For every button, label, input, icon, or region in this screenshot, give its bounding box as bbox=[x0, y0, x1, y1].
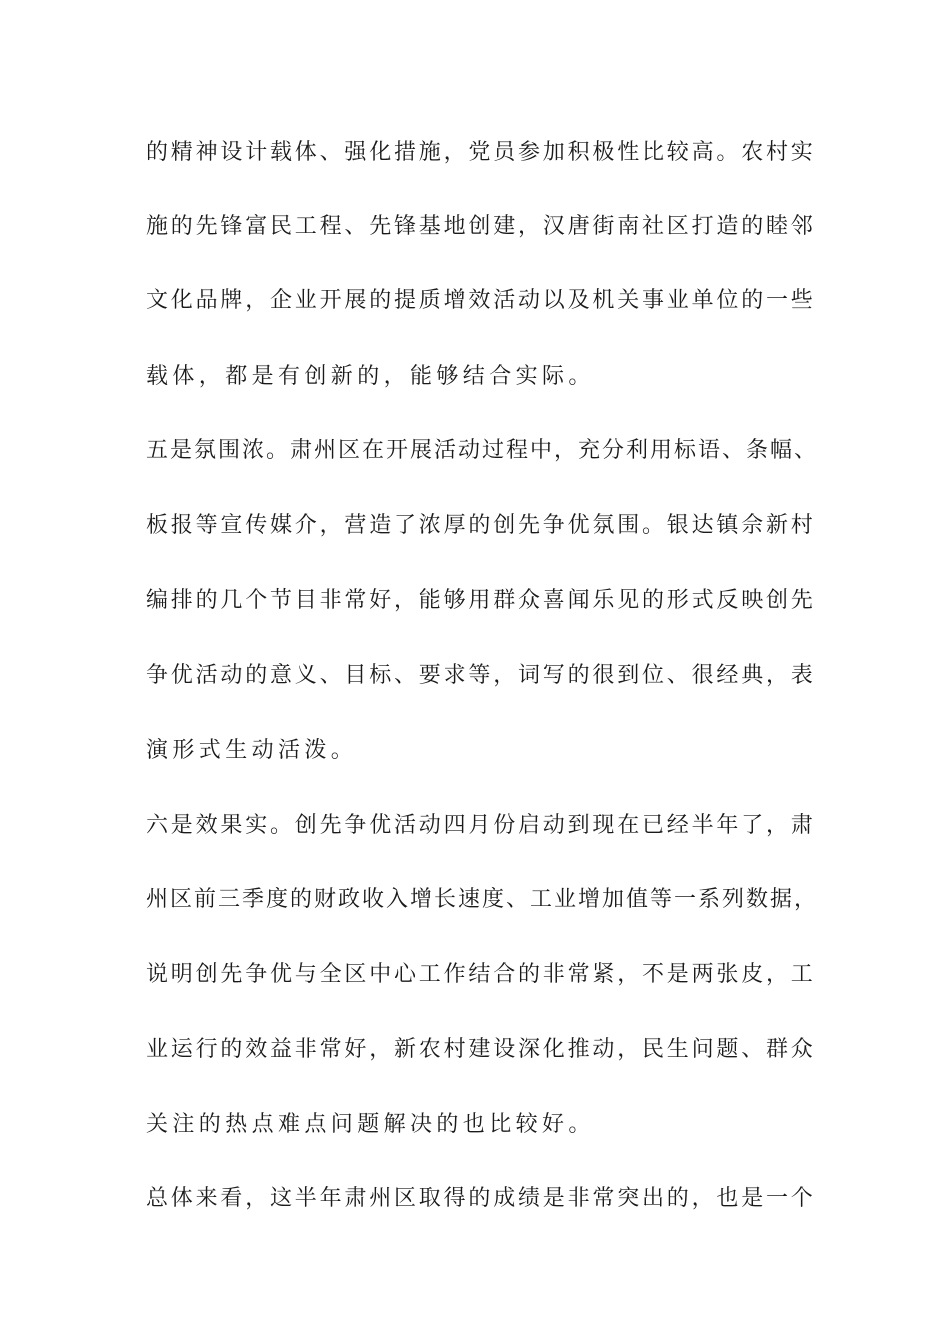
text-line: 说明创先争优与全区中心工作结合的非常紧，不是两张皮，工 bbox=[146, 962, 816, 987]
paragraph-heading-line: 六是效果实。创先争优活动四月份启动到现在已经半年了，肃 bbox=[146, 813, 816, 838]
text-line: 演形式生动活泼。 bbox=[146, 738, 358, 763]
text-line: 施的先锋富民工程、先锋基地创建，汉唐街南社区打造的睦邻 bbox=[146, 214, 816, 239]
text-line: 业运行的效益非常好，新农村建设深化推动，民生问题、群众 bbox=[146, 1037, 816, 1062]
text-line: 文化品牌，企业开展的提质增效活动以及机关事业单位的一些 bbox=[146, 288, 816, 313]
paragraph-heading-line: 五是氛围浓。肃州区在开展活动过程中，充分利用标语、条幅、 bbox=[146, 438, 819, 463]
text-line: 载体，都是有创新的，能够结合实际。 bbox=[146, 364, 595, 389]
text-line: 板报等宣传媒介，营造了浓厚的创先争优氛围。银达镇佘新村 bbox=[146, 513, 816, 538]
text-line: 争优活动的意义、目标、要求等，词写的很到位、很经典，表 bbox=[146, 663, 816, 688]
text-line: 州区前三季度的财政收入增长速度、工业增加值等一系列数据， bbox=[146, 887, 819, 912]
text-line: 关注的热点难点问题解决的也比较好。 bbox=[146, 1112, 595, 1137]
text-line: 的精神设计载体、强化措施，党员参加积极性比较高。农村实 bbox=[146, 140, 816, 165]
text-line: 编排的几个节目非常好，能够用群众喜闻乐见的形式反映创先 bbox=[146, 588, 816, 613]
text-line: 总体来看，这半年肃州区取得的成绩是非常突出的，也是一个 bbox=[146, 1186, 816, 1211]
